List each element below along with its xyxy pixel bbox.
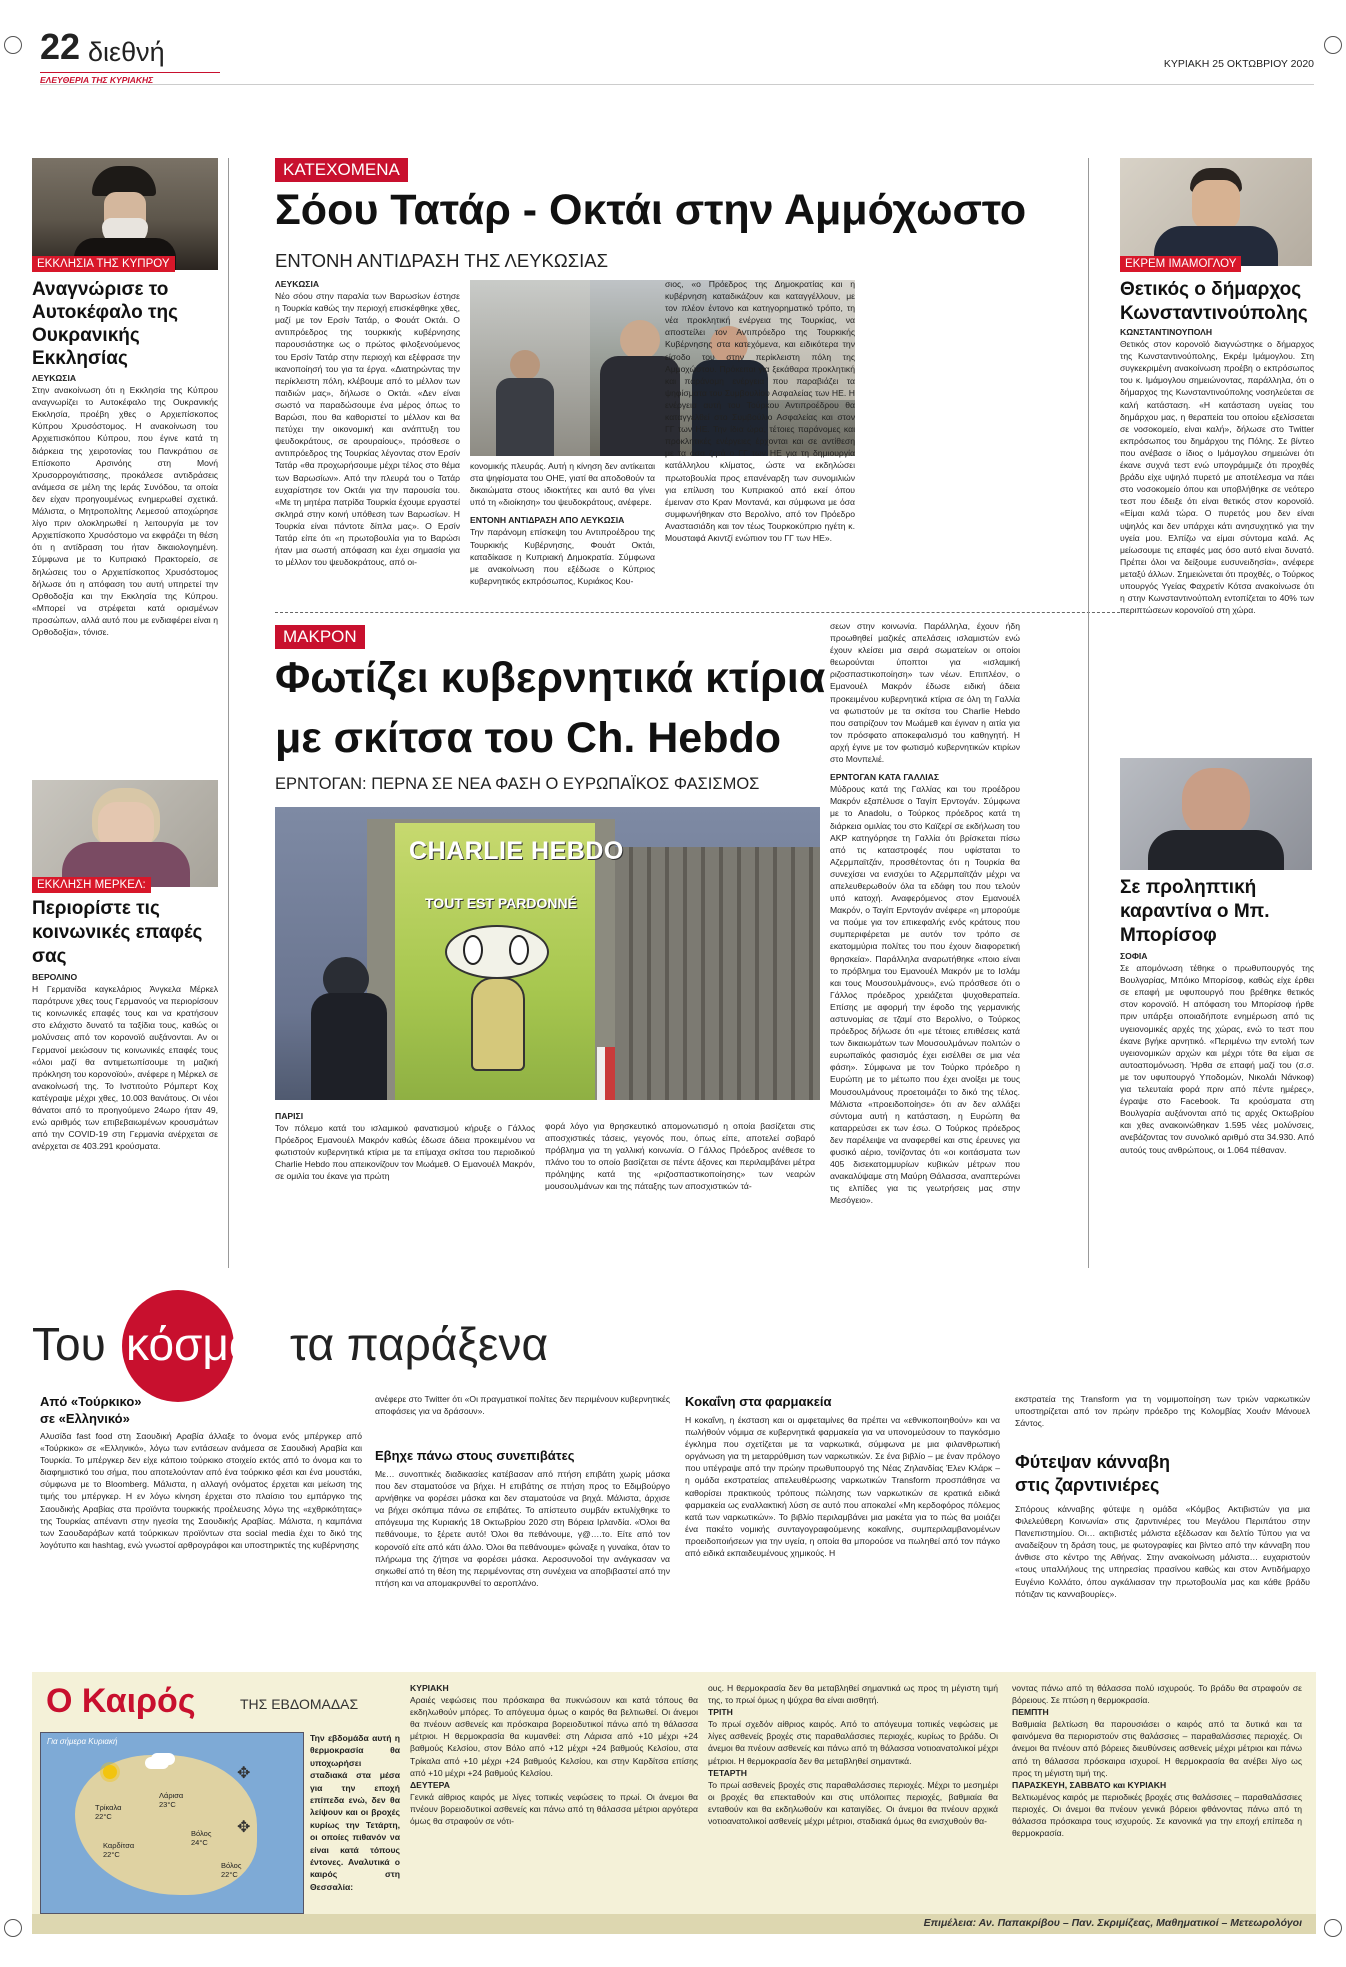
section-title-part: τα παράξενα xyxy=(290,1318,549,1370)
weather-text: ους. Η θερμοκρασία δεν θα μεταβληθεί σημαντικά ως προς τη μέγιστη τιμή της, το πρωί όμως η ψύχρα θα είναι αισθητή. xyxy=(708,1683,998,1706)
story-headline: Εβηχε πάνω στους συνεπιβάτες xyxy=(375,1448,575,1463)
weather-column xyxy=(708,1682,998,1827)
weather-text: Το πρωί σχεδόν αίθριος καιρός. Από το απόγευμα τοπικές νεφώσεις με λίγες ασθενείς βροχές στις παραθαλάσσιες περιοχές, κυρίως το βράδυ. Οι άνεμοι θα πνέουν ασθενείς και πάνω από τη θάλασσα νοτιοανατολικοί μέχρι μέτριοι. Η θερμοκρασία δεν θα μεταβληθεί σημαντικά. xyxy=(708,1719,998,1766)
subhead-kicker: ΕΡΝΤΟΓΑΝ ΚΑΤΑ ΓΑΛΛΙΑΣ xyxy=(830,772,940,783)
weather-day: ΤΡΙΤΗ xyxy=(708,1707,733,1718)
city-name: Βόλος xyxy=(191,1829,212,1838)
map-label: Για σήμερα Κυριακή xyxy=(47,1737,118,1746)
story-column xyxy=(665,278,855,544)
subhead-kicker: ΕΝΤΟΝΗ ΑΝΤΙΔΡΑΣΗ ΑΠΟ ΛΕΥΚΩΣΙΑ xyxy=(470,515,625,526)
story-text: Με… συνοπτικές διαδικασίες κατέβασαν από πτήση επιβάτη χωρίς μάσκα που δεν σταματούσε να βήχει. Η επιβάτης σε πτήση προς το Εδιμβούργο αρνήθηκε να φορέσει μάσκα και δεν σταματούσε να βηχά. Μάλιστα, άρχισε να βήχει σκόπιμα πάνω σε επιβάτες. Το απίστευτο συμβάν εκτυλίχθηκε το απόγευμα της Κυριακής 18 Οκτωβρίου 2020 στη Βόρεια Ιρλανδία. «Όλοι θα πεθάνουμε, το ξέρετε αυτό! Όλοι θα πεθάνουμε, γ@….το. Είτε από τον κορονοϊό είτε από κάτι άλλο. Όλοι θα πεθάνουμε» φώναξε η γυναίκα, όταν το πλήρωμα της ζήτησε να φορέσει μάσκα. Αεροσυνοδοί την ανάγκασαν να σηκωθεί από τη θέση της περιμένοντας στη συνέχεια να αποβιβαστεί από την πτήση και να απομακρυνθεί το αεροπλάνο. xyxy=(375,1469,670,1588)
story-column xyxy=(470,460,655,587)
story-text: Αλυσίδα fast food στη Σαουδική Αραβία άλλαξε το όνομα ενός μπέργκερ από «Τούρκικο» σε «Ελληνικό», λόγω των εντάσεων ανάμεσα σε Σαουδική Αραβία και Τουρκία. Το μπέργκερ δεν είχε κάποιο τούρκικο στοιχείο εκτός από το όνομα και το διαφημιστικό του σήμα, που αποτελούνταν από ένα τούρκικο φέσι και ένα μουστάκι, σύμφωνα με το Bloomberg. Μάλιστα, η αλλαγή ονόματος έρχεται και μείωση της τιμής του μπέργκερ. Η εν λόγω κίνηση έρχεται στο πλαίσιο του εμπάργκο της Σαουδικής Αραβίας στα προϊόντα τουρκικής προέλευσης λόγω της «εχθρικότητας» της Τουρκίας απέναντι στην ηγεσία της Σαουδικής Αραβίας. Μάλιστα, η καμπάνια των Σαουδαράβων κατά τούρκικων προϊόντων στα social media έχει το δικό της λογότυπο και hashtag, ενώ γνωστοί αρθρογράφοι και υποστηρικτές της κυβέρνησης xyxy=(40,1431,362,1550)
story-label: ΕΚΚΛΗΣΗ ΜΕΡΚΕΛ: xyxy=(32,877,151,893)
wind-icon: ✥ xyxy=(237,1765,251,1782)
story-body xyxy=(32,372,218,638)
story-headline xyxy=(1015,1451,1310,1497)
weather-title-sub: ΤΗΣ ΕΒΔΟΜΑΔΑΣ xyxy=(240,1696,359,1712)
story-label: ΕΚΡΕΜ ΙΜΑΜΟΓΛΟΥ xyxy=(1120,256,1241,272)
story-label: ΚΑΤΕΧΟΜΕΝΑ xyxy=(275,158,408,182)
dateline: ΛΕΥΚΩΣΙΑ xyxy=(275,279,320,289)
story-text: σεων στην κοινωνία. Παράλληλα, έχουν ήδη προωθηθεί μαζικές απελάσεις ισλαμιστών ενώ έχουν κλείσει μια σειρά σωματείων οι οποίοι θεωρούνται ύποπτοι για «ισλαμική ριζοσπαστικοποίηση» των νέων. Επιπλέον, ο Εμανουέλ Μακρόν έδωσε ειδική άδεια προκειμένου κυβερνητικά κτίρια σε όλη τη Γαλλία να φωτιστούν με τα σκίτσα του Charlie Hebdo που σατιρίζουν τον Μωάμεθ και έγιναν η αιτία για τον πρόσφατο αποκεφαλισμό του καθηγητή. Η αρχή έγινε με τον φωτισμό κυβερνητικών κτιρίων στο Μονπελιέ. xyxy=(830,621,1020,765)
headline-line: Φύτεψαν κάνναβη xyxy=(1015,1452,1171,1472)
story-label: ΜΑΚΡΟΝ xyxy=(275,625,365,649)
borissov-photo xyxy=(1120,758,1312,870)
story-subhead: ΕΝΤΟΝΗ ΑΝΤΙΔΡΑΣΗ ΤΗΣ ΛΕΥΚΩΣΙΑΣ xyxy=(275,250,609,271)
weather-day: ΔΕΥΤΕΡΑ xyxy=(410,1779,450,1790)
newspaper-name: ΕΛΕΥΘΕΡΙΑ ΤΗΣ ΚΥΡΙΑΚΗΣ xyxy=(40,72,220,85)
story-column xyxy=(275,1110,535,1183)
cloud-icon xyxy=(145,1757,169,1769)
merkel-photo xyxy=(32,780,218,887)
headline-line: σε «Ελληνικό» xyxy=(40,1411,130,1426)
city-label xyxy=(159,1791,183,1809)
story-text: Στην ανακοίνωση ότι η Εκκλησία της Κύπρου αναγνωρίζει το Αυτοκέφαλο της Ουκρανικής Εκκλησία, προέβη χθες ο Αρχιεπίσκοπος Κύπρου Χρυσόστομος. Η ανακοίνωση του Αρχιεπισκόπου Κύπρου, που έγινε κατά τη διάρκεια της χειροτονίας του Πανκράτιου σε Επίσκοπο Αρσινόης στη Μονή Χρυσορρογιάτισσης, προκάλεσε αντιδράσεις ανάμεσα σε μέλη της Ιεράς Συνόδου, τα οποία δεν είχαν προηγουμένως ενημερωθεί σχετικά. Μάλιστα, ο Μητροπολίτης Λεμεσού αποχώρησε λίγο πριν ολοκληρωθεί η λειτουργία με τον Αρχιεπίσκοπο Χρυσόστομο να εκφράζει τη θέση ότι η αντίδραση του ήταν δικαιολογημένη. Σύμφωνα με το Κυπριακό Πρακτορείο, σε δηλώσεις του ο Αρχιεπίσκοπος Χρυσόστομος δήλωσε ότι η απόφαση του αυτή υπηρετεί την Ορθοδοξία και την Εκκλησία της Κύπρου. «Μπορεί να στρέφεται κατά ορισμένων προσώπων, αλλά αυτό που με ενδιαφέρει είναι η Ορθοδοξία», τόνισε. xyxy=(32,385,218,637)
story-column xyxy=(830,620,1020,1207)
headline-line: στις ζαρντινιέρες xyxy=(1015,1475,1160,1495)
city-temp: 22°C xyxy=(95,1812,112,1821)
story-text: φορά λόγο για θρησκευτικό απομονωτισμό η οποία βασίζεται στις αποσχιστικές τάσεις, γεγονός που, όπως είπε, αποτελεί σοβαρό πρόβλημα για τη γαλλική κοινωνία. Ο Γάλλος Πρόεδρος ανέθεσε το πλάνο του το οποίο βασίζεται σε πέντε άξονες και περιλαμβάνει μέτρα πρόληψης κατά της «ριζοσπαστικοποίησης» των νεαρών μουσουλμάνων και της πάταξης των αποσχιστικών τά- xyxy=(545,1121,815,1192)
city-name: Καρδίτσα xyxy=(103,1841,135,1850)
city-label xyxy=(221,1861,241,1879)
photo-sign-text: CHARLIE HEBDO xyxy=(409,837,624,865)
weather-map xyxy=(40,1732,304,1914)
crop-mark-icon xyxy=(1324,1919,1342,1937)
story-label: ΕΚΚΛΗΣΙΑ ΤΗΣ ΚΥΠΡΟΥ xyxy=(32,256,175,272)
story-headline: με σκίτσα του Ch. Hebdo xyxy=(275,714,782,762)
section-name: διεθνή xyxy=(88,37,165,67)
header-rule xyxy=(40,84,1314,85)
story-column xyxy=(545,1120,815,1193)
city-name: Τρίκαλα xyxy=(95,1803,122,1812)
city-name: Βόλος xyxy=(221,1861,242,1870)
story-text: Η κοκαΐνη, η έκσταση και οι αμφεταμίνες θα πρέπει να «εθνικοποιηθούν» και να πωλήθούν νόμιμα σε κυβερνητικά φαρμακεία για να υπονομεύσουν το παγκόσμιο έγκλημα που σχετίζεται με τα ναρκωτικά, σύμφωνα με μια φιλανθρωπική οργάνωση για τη μεταρρύθμιση των ναρκωτικών. Σε ένα βιβλίο – με έναν πρόλογο που υπέγραψε από την πρώην πρωθυπουργό της Νέας Ζηλανδίας Έλεν Κλάρκ – η ομάδα εκστρατείας απελευθέρωσης ναρκωτικών Transform προσπάθησε να καθορίσει πρακτικούς τρόπους πώλησης των ναρκωτικών σε κρατικά ειδικά φαρμακεία ως εναλλακτική λύση σε αυτό που αποκαλεί «Μη κερδοφόρος πόλεμος κατά των ναρκωτικών». Το βιβλίο περιλαμβάνει μια μακέτα για το πώς θα μοιάζει ένα πακέτο νομικής συνταγογραφούμενης κοκαΐνης, συμπεριλαμβανομένων προειδοποιήσεων για την υγεία, η οποία θα μπορούσε να πωληθεί από τον πάγκο από ειδικά εκπαιδευμένους χημικούς. Η xyxy=(685,1415,1000,1559)
city-label xyxy=(103,1841,134,1859)
weather-text: νοντας πάνω από τη θάλασσα πολύ ισχυρούς. Το βράδυ θα στραφούν σε βόρειους. Σε πτώση η θερμοκρασία. xyxy=(1012,1683,1302,1706)
story-headline: Αναγνώρισε το Αυτοκέφαλο της Ουκρανικής Εκκλησίας xyxy=(32,279,178,369)
city-temp: 24°C xyxy=(191,1838,208,1847)
dateline: ΒΕΡΟΛΙΝΟ xyxy=(32,972,78,982)
story-text: ανέφερε στο Twitter ότι «Οι πραγματικοί πολίτες δεν περιμένουν κυβερνητικές αποφάσεις για να δράσουν». xyxy=(375,1394,670,1417)
weather-credits-bar xyxy=(32,1914,1316,1934)
dateline: ΚΩΝΣΤΑΝΤΙΝΟΥΠΟΛΗ xyxy=(1120,327,1213,337)
weather-day: ΚΥΡΙΑΚΗ xyxy=(410,1683,449,1693)
city-name: Λάρισα xyxy=(159,1791,184,1800)
city-label xyxy=(95,1803,121,1821)
section-title-highlight: κόσμου xyxy=(126,1318,280,1370)
charlie-hebdo-building-photo xyxy=(275,807,820,1100)
story-text: Σε απομόνωση τέθηκε ο πρωθυπουργός της Βουλγαρίας, Μπόικο Μπορίσοφ, καθώς είχε έρθει σε επαφή με υφυπουργό που βρέθηκε θετικός στον κορονοϊό. Η απόφαση του Μπορίσοφ ήρθε πριν υπάρξει οποιαδήποτε ενημέρωση από τις υγειονομικές αρχές της χώρας, ενώ το τεστ που έκανε βγήκε αρνητικό. «Περιμένω την εντολή των υγειονομικών αρχών και μέχρι τότε θα είμαι σε αυτοαπομόνωση. Ήρθα σε επαφή μαζί του (σ.σ. με τον υφυπουργό Υποδομών, Νικολάι Νάνκοφ) για τελευταία φορά πριν από πέντε ημέρες», έγραψε στο Facebook. Τα κρούσματα στη Βουλγαρία αυξάνονται από τις αρχές Οκτωβρίου και χθες ανακοινώθηκαν 1.595 νέες μολύνσεις, ανεβάζοντας τον συνολικό αριθμό στα 34.930. Από αυτούς τους ανθρώπους, οι 1.064 πέθαναν. xyxy=(1120,963,1314,1155)
weather-column xyxy=(1012,1682,1302,1839)
dateline: ΣΟΦΙΑ xyxy=(1120,951,1148,961)
story-headline: Σόου Τατάρ - Οκτάι στην Αμμόχωστο xyxy=(275,186,1027,234)
story-text: Νέο σόου στην παραλία των Βαρωσίων έστησε η Τουρκία καθώς την περιοχή επισκέφθηκε χθες, μαζί με τον Ερσίν Τατάρ, ο Φουάτ Οκτάι. Ο αντιπρόεδρος της τουρκικής κυβέρνησης παρουσιάστηκε ως ο πρώτος φιλοξενούμενος του Ερσίν Τατάρ στην περιοχή και εξέφρασε την ικανοποίησή του για τα έργα. «Διατηρώντας την περίκλειστη πόλη, κλέβουμε από το μέλλον των παιδιών μας», δήλωσε ο Οκτάι. «Δεν είναι σωστό να παραδώσουμε ένα μέρος όπως το Βαρώσι, που θα καθοριστεί το μέλλον και θα πετύχει την οικονομική και ανάπτυξη του ψευδοκράτους, σε αρουραίους», πρόσθεσε ο αντιπρόεδρος της Τουρκίας λέγοντας στον Ερσίν Τατάρ «θα προχωρήσουμε μέχρι τέλος στο θέμα των Βαρωσίων». Από την πλευρά του ο Τατάρ ευχαρίστησε τον Οκτάι για την παρουσία του. «Με τη μητέρα πατρίδα Τουρκία έχουμε εργαστεί σκληρά στην κοινή υπόθεση των Βαρωσίων. Η Τουρκία είναι πάντοτε δίπλα μας». Ο Ερσίν Τατάρ είπε ότι «η πρωτοβουλία για το Βαρώσι ήταν μια σωστή απόφαση και έχει σημασία για το μέλλον του ψευδοκράτους, από οι- xyxy=(275,291,460,568)
imamoglu-photo xyxy=(1120,158,1312,266)
story-headline: Φωτίζει κυβερνητικά κτίρια xyxy=(275,654,826,702)
story-text: Τον πόλεμο κατά του ισλαμικού φανατισμού κήρυξε ο Γάλλος Πρόεδρος Εμανουέλ Μακρόν καθώς έδωσε άδεια προκειμένου να φωτιστούν κυβερνητικά κτίρια με τα επίμαχα σκίτσα του περιοδικού Charlie Hebdo που απεικονίζουν τον Μωάμεθ. Ο Εμανουέλ Μακρόν, σε ομιλία του έκανε για πρώτη xyxy=(275,1123,535,1182)
story-subhead: ΕΡΝΤΟΓΑΝ: ΠΕΡΝΑ ΣΕ ΝΕΑ ΦΑΣΗ Ο ΕΥΡΩΠΑΪΚΟΣ ΦΑΣΙΣΜΟΣ xyxy=(275,775,760,793)
photo-cover-text: TOUT EST PARDONNÉ xyxy=(425,895,577,911)
story-headline xyxy=(40,1393,280,1427)
issue-date: ΚΥΡΙΑΚΗ 25 ΟΚΤΩΒΡΙΟΥ 2020 xyxy=(1163,58,1314,70)
city-temp: 22°C xyxy=(221,1870,238,1879)
weather-day: ΤΕΤΑΡΤΗ xyxy=(708,1767,747,1778)
crop-mark-icon xyxy=(4,36,22,54)
weather-text: Γενικά αίθριος καιρός με λίγες τοπικές νεφώσεις το πρωί. Οι άνεμοι θα πνέουν βορειοδυτικοί ασθενείς και πάνω από τη θάλασσα μέτριοι αργότερα όμως θα στραφούν σε νότι- xyxy=(410,1791,698,1827)
story-headline: Κοκαΐνη στα φαρμακεία xyxy=(685,1394,832,1409)
story-column xyxy=(275,278,460,568)
city-temp: 23°C xyxy=(159,1800,176,1809)
crop-mark-icon xyxy=(1324,36,1342,54)
story-body xyxy=(32,971,218,1152)
weather-text: Βελτιωμένος καιρός με περιοδικές βροχές στις θαλάσσιες – παραθαλάσσιες περιοχές. Οι άνεμοι θα πνέουν γενικά βόρειοι φθάνοντας πάνω από τη θάλασσα πρόσκαιρα τους ισχυρούς. Σε κανονικά για την εποχή επίπεδα η θερμοκρασία. xyxy=(1012,1791,1302,1839)
weather-credits: Επιμέλεια: Αν. Παπακρίβου – Παν. Σκριμίζεας, Μαθηματικοί – Μετεωρολόγοι xyxy=(923,1917,1302,1929)
story-headline: Σε προληπτική καραντίνα ο Μπ. Μπορίσοφ xyxy=(1120,877,1270,946)
story-text: Σπόρους κάνναβης φύτεψε η ομάδα «Κόμβος Ακτιβιστών για μια Φιλελεύθερη Κοινωνία» στις ζαρντινιέρες του Μεγάλου Περιπάτου στην Πανεπιστημίου. Οι… ακτιβιστές μάλιστα εξέδωσαν και δελτίο Τύπου για να αναδείξουν τη δράση τους, με φωτογραφίες και βίντεο από την κάνναβη που άνθισε στο κέντρο της Αθήνας. Στην ανακοίνωση μάλιστα… ευχαριστούν «τους υπαλλήλους της υπηρεσίας πρασίνου καθώς και στον Αντιδήμαρχο Ευγένιο Κολλάτο, όπου αγκάλιασαν την πρωτοβουλία μας και κάθε βράδυ πότιζαν τις κανναβουρίες». xyxy=(1015,1504,1310,1599)
story-headline: Θετικός ο δήμαρχος Κωνσταντινούπολης xyxy=(1120,279,1308,324)
weather-title: Ο Καιρός xyxy=(46,1682,196,1720)
city-temp: 22°C xyxy=(103,1850,120,1859)
weather-day: ΠΑΡΑΣΚΕΥΗ, ΣΑΒΒΑΤΟ και ΚΥΡΙΑΚΗ xyxy=(1012,1779,1167,1790)
story-text: κονομικής πλευράς. Αυτή η κίνηση δεν αντίκειται στα ψηφίσματα του ΟΗΕ, γιατί θα αποδοθούν τα δικαιώματα στους ιδιοκτήτες και αυτό θα γίνει υπό τη «διοίκηση» του ψευδοκράτους, ανέφερε. xyxy=(470,461,655,508)
column-rule xyxy=(228,158,229,1268)
archbishop-photo xyxy=(32,158,218,270)
story-body xyxy=(1120,950,1314,1156)
weather-box xyxy=(32,1672,1316,1934)
weather-text: Αραιές νεφώσεις που πρόσκαιρα θα πυκνώσουν και κατά τόπους θα εκδηλωθούν μπόρες. Το απόγευμα όμως ο καιρός θα βελτιωθεί. Οι άνεμοι θα πνέουν ασθενείς και πρόσκαιρα βορειοδυτικοί πάνω από τη θάλασσα μέτριοι. Η θερμοκρασία θα κυμανθεί: στη Λάρισα από +10 μέχρι +24 βαθμούς Κελσίου, στον Βόλο από +12 μέχρι +24 βαθμούς Κελσίου, στα Τρίκαλα από +10 μέχρι +24 βαθμούς Κελσίου, και στην Καρδίτσα επίσης από +10 μέχρι +24 βαθμούς Κελσίου. xyxy=(410,1695,698,1778)
dateline: ΛΕΥΚΩΣΙΑ xyxy=(32,373,77,383)
city-label xyxy=(191,1829,211,1847)
story-body xyxy=(1120,326,1314,616)
section-divider xyxy=(275,612,1120,613)
weather-text: Το πρωί ασθενείς βροχές στις παραθαλάσσιες περιοχές. Μέχρι το μεσημέρι οι βροχές θα επεκταθούν και στις υπόλοιπες περιοχές, βαθμιαία θα ενταθούν και θα εκδηλωθούν και καταιγίδες. Οι άνεμοι θα πνέουν αρχικά νοτιοανατολικοί ασθενείς μέχρι μέτριοι, σταδιακά όμως θα ενισχυθούν θα- xyxy=(708,1779,998,1827)
page-number: 22 xyxy=(40,26,81,67)
story-text: εκστρατεία της Transform για τη νομιμοποίηση των τριών ναρκωτικών υποστηρίζεται από τον πρώην πρόεδρο της Κολομβίας Χουάν Μάνουελ Σάντος. xyxy=(1015,1394,1310,1429)
story-text: Η Γερμανίδα καγκελάριος Άνγκελα Μέρκελ παρότρυνε χθες τους Γερμανούς να περιορίσουν τις κοινωνικές επαφές τους και να κρατήσουν στο ελάχιστο δυνατό τα ταξίδια τους, καθώς οι μολύνσεις από τον κορονοϊό αυξάνονται. Αν οι Γερμανοί μειώσουν τις κοινωνικές επαφές τους «όλοι μαζί θα αντιμετωπίσουμε τη μαζική πρόκληση του κορονοϊού», ανέφερε η Μέρκελ σε ανακοίνωσή της. Το Ινστιτούτο Ρόμπερτ Κοχ κατέγραψε μέχρι χθες, 10.003 θανάτους. Οι νέοι θάνατοι από το προηγούμενο 24ωρο ήταν 49, ενώ αριθμός των επιβεβαιωμένων κρουσμάτων από την COVID-19 στη Γερμανία ανέρχεται σε ανέρχεται σε 403.291 κρούσματα. xyxy=(32,984,218,1152)
weather-column xyxy=(410,1682,698,1827)
story-text: Την παράνομη επίσκεψη του Αντιπροέδρου της Τουρκικής Κυβέρνησης, Φουάτ Οκτάι, καταδίκασε η Κυπριακή Δημοκρατία. Σύμφωνα με ανακοίνωση που εξέδωσε ο Κύπριος κυβερνητικός εκπρόσωπος, Κυριάκος Κου- xyxy=(470,527,655,586)
story-text: Θετικός στον κορονοϊό διαγνώστηκε ο δήμαρχος της Κωνσταντινούπολης, Εκρέμ Ιμάμογλου. Στη συγκεκριμένη ανακοίνωση προέβη ο εκπρόσωπος του κ. Ιμάμογλου σημειώνοντας, παράλληλα, ότι ο δήμαρχος της Κωνσταντινούπολης νοσηλεύεται σε καλή κατάσταση. «Η κατάσταση υγείας του δημάρχου μας, η θεραπεία του οποίου εξελίσσεται σε νοσοκομείο, είναι καλή», δήλωσε στο Twitter εκπρόσωπος του δημάρχου της Πόλης. Σε βίντεο που ανέβασε ο ίδιος ο Ιμάμογλου σημειώνει ότι έκανε συχνά τεστ ενώ υπογράμμιζε ότι προχθές βράδυ είχε υψηλό πυρετό με αποτέλεσμα να πάει στο νοσοκομείο όπου και υποβλήθηκε σε νεότερο τεστ που έδειξε ότι είναι θετικός στον κορονοϊό. «Είμαι καλά τώρα. Ο πυρετός μου δεν είναι υψηλός και δεν υπάρχει κάτι ανησυχητικό για την υγεία μου. Ελπίζω να είμαι σύντομα καλά. Ας μείωσουμε τις επαφές μας όσο αυτό είναι δυνατό. Πρέπει όλοι να δείξουμε ευσυνειδησία», ανέφερε μεταξύ άλλων. Σημειώνεται ότι προχθές, ο Τούρκος υπουργός Υγείας Φαχρετίν Κότσα ανακοίνωσε ότι η στην Κωνσταντινούπολη εντοπίζεται το 40% των περιπτώσεων κορονοϊού στη χώρα. xyxy=(1120,339,1314,616)
dateline: ΠΑΡΙΣΙ xyxy=(275,1111,304,1121)
sun-icon xyxy=(103,1765,117,1779)
story-text: Μύδρους κατά της Γαλλίας και του προέδρου Μακρόν εξαπέλυσε ο Ταγίπ Ερντογάν. Σύμφωνα με το Anadolu, ο Τούρκος πρόεδρος κατά τη διάρκεια ομιλίας του στο Καϊζερί σε εκδήλωση του AKP κατηγόρησε τη Γαλλία ότι βρίσκεται πίσω από τις καταστροφές που υφίσταται το Αζερμπαϊτζάν, προσθέτοντας ότι η Τουρκία θα συνεχίσει να ενισχύει το Αζερμπαϊτζάν μέχρι να απελευθερωθούν όλα τα εδάφη του που τελούν υπό κατοχή. Αναφερόμενος στον Εμανουέλ Μακρόν, ο Ταγίπ Ερντογάν ανέφερε «η μπορούμε να πούμε για τον επικεφαλής ενός κράτους που συμπεριφέρεται με αυτόν τον τρόπο σε εκατομμύρια πολίτες του που έχουν διαφορετική θρησκεία». Παράλληλα αναρωτήθηκε «ποιο είναι το πρόβλημα του Εμανουέλ Μακρόν με το Ισλάμ και τους Μουσουλμάνους», ενώ πρόσθεσε ότι ο Γάλλος πρόεδρος χρειάζεται ψυχοθεραπεία. Επίσης με αφορμή την έφοδο της γερμανικής αστυνομίας σε τζαμί στο Βερολίνο, ο Τούρκος πρόεδρος δήλωσε ότι «με τέτοιες επιθέσεις κατά των δικαιωμάτων των Μουσουλμάνων πολιτών ο ευρωπαϊκός φασισμός έχει εισέλθει σε μια νέα φάση». Σύμφωνα με τον Τούρκο πρόεδρο η Ευρώπη με το μέτωπο που έχει ανοίξει με τους Μουσουλμάνους προετοιμάζει το δικό της τέλος. Μάλιστα «προειδοποίησε» ότι αν δεν αλλάξει σύντομα αυτή η κατάσταση, η Ευρώπη θα καταρρεύσει εκ των έσω. Ο Τούρκος πρόεδρος δεν παρέλειψε να αναφερθεί και στις έρευνες για φυσικό αέριο, τονίζοντας ότι «οι κοιτάσματα των 405 δισεκατομμυρίων κυβικών μέτρων που ανακαλύψαμε στη Μαύρη Θάλασσα, αναπτερώνει τις ελπίδες για τις γεωτρήσεις μας στην Μεσόγειο». xyxy=(830,784,1020,1206)
weather-day: ΠΕΜΠΤΗ xyxy=(1012,1707,1049,1718)
column-rule xyxy=(1088,158,1089,1268)
weather-text: Βαθμιαία βελτίωση θα παρουσιάσει ο καιρός από τα δυτικά και τα φαινόμενα θα περιοριστούν στις θαλάσσιες – παραθαλάσσιες περιοχές. Οι άνεμοι θα πνέουν από βόρειες διευθύνσεις ασθενείς μέχρι μέτριοι και πάνω από τη θάλασσα πρόσκαιρα ισχυροί. Η θερμοκρασία θα ανέβει λίγο ως προς τη μέγιστη τιμή της. xyxy=(1012,1719,1302,1778)
headline-line: Από «Τούρκικο» xyxy=(40,1394,142,1409)
story-text: σιος, «ο Πρόεδρος της Δημοκρατίας και η κυβέρνηση καταδικάζουν και καταγγέλλουν, με τον πλέον έντονο και κατηγορηματικό τρόπο, τη νέα προκλητική ενέργεια της Τουρκίας, να αποστείλει τον Αντιπρόεδρο της Τουρκικής Κυβέρνησης στα κατεχόμενα, και ειδικότερα την είσοδο του στην περίκλειστη πόλη της Αμμοχώστου. Πρόκειται για ξεκάθαρα προκλητική και παράνομη ενέργεια που παραβιάζει τα ψηφίσματα του Συμβουλίου Ασφαλείας των ΗΕ. Η ενέργεια αυτή του Τούρκου Αντιπροέδρου θα καταγγελθεί στο Συμβούλιο Ασφαλείας και στον ΓΓ των ΗΕ. Την ίδια ώρα, τέτοιες παράνομες και προκλητικές ενέργειες έρχονται και σε αντίθεση με τα όσα ζητά ο ΓΓ των ΗΕ για τη δημιουργία κατάλληλου κλίματος, ώστε να εκδηλώσει πρωτοβουλία προς επανέναρξη των συνομιλιών για επίλυση του Κυπριακού από εκεί όπου έμειναν στο Κραν Μοντανά, και σύμφωνα με όσα συμφωνήθηκαν στο Βερολίνο, από τον Πρόεδρο Αναστασιάδη και τον τέως Τουρκοκύπριο ηγέτη κ. Μουσταφά Ακιντζί ενώπιον του ΓΓ των ΗΕ». xyxy=(665,279,855,543)
crop-mark-icon xyxy=(4,1919,22,1937)
weather-intro: Την εβδομάδα αυτή η θερμοκρασία θα υποχωρήσει σταδιακά στα μέσα για την εποχή επίπεδα ενώ, δεν θα λείψουν και οι βροχές κυρίως την Τετάρτη, οι οποίες πιθανόν να είναι κατά τόπους έντονες. Αναλυτικά ο καιρός στη Θεσσαλία: xyxy=(310,1733,400,1892)
wind-icon: ✥ xyxy=(237,1819,251,1836)
section-title-part: Του xyxy=(32,1318,106,1370)
story-headline: Περιορίστε τις κοινωνικές επαφές σας xyxy=(32,898,203,967)
